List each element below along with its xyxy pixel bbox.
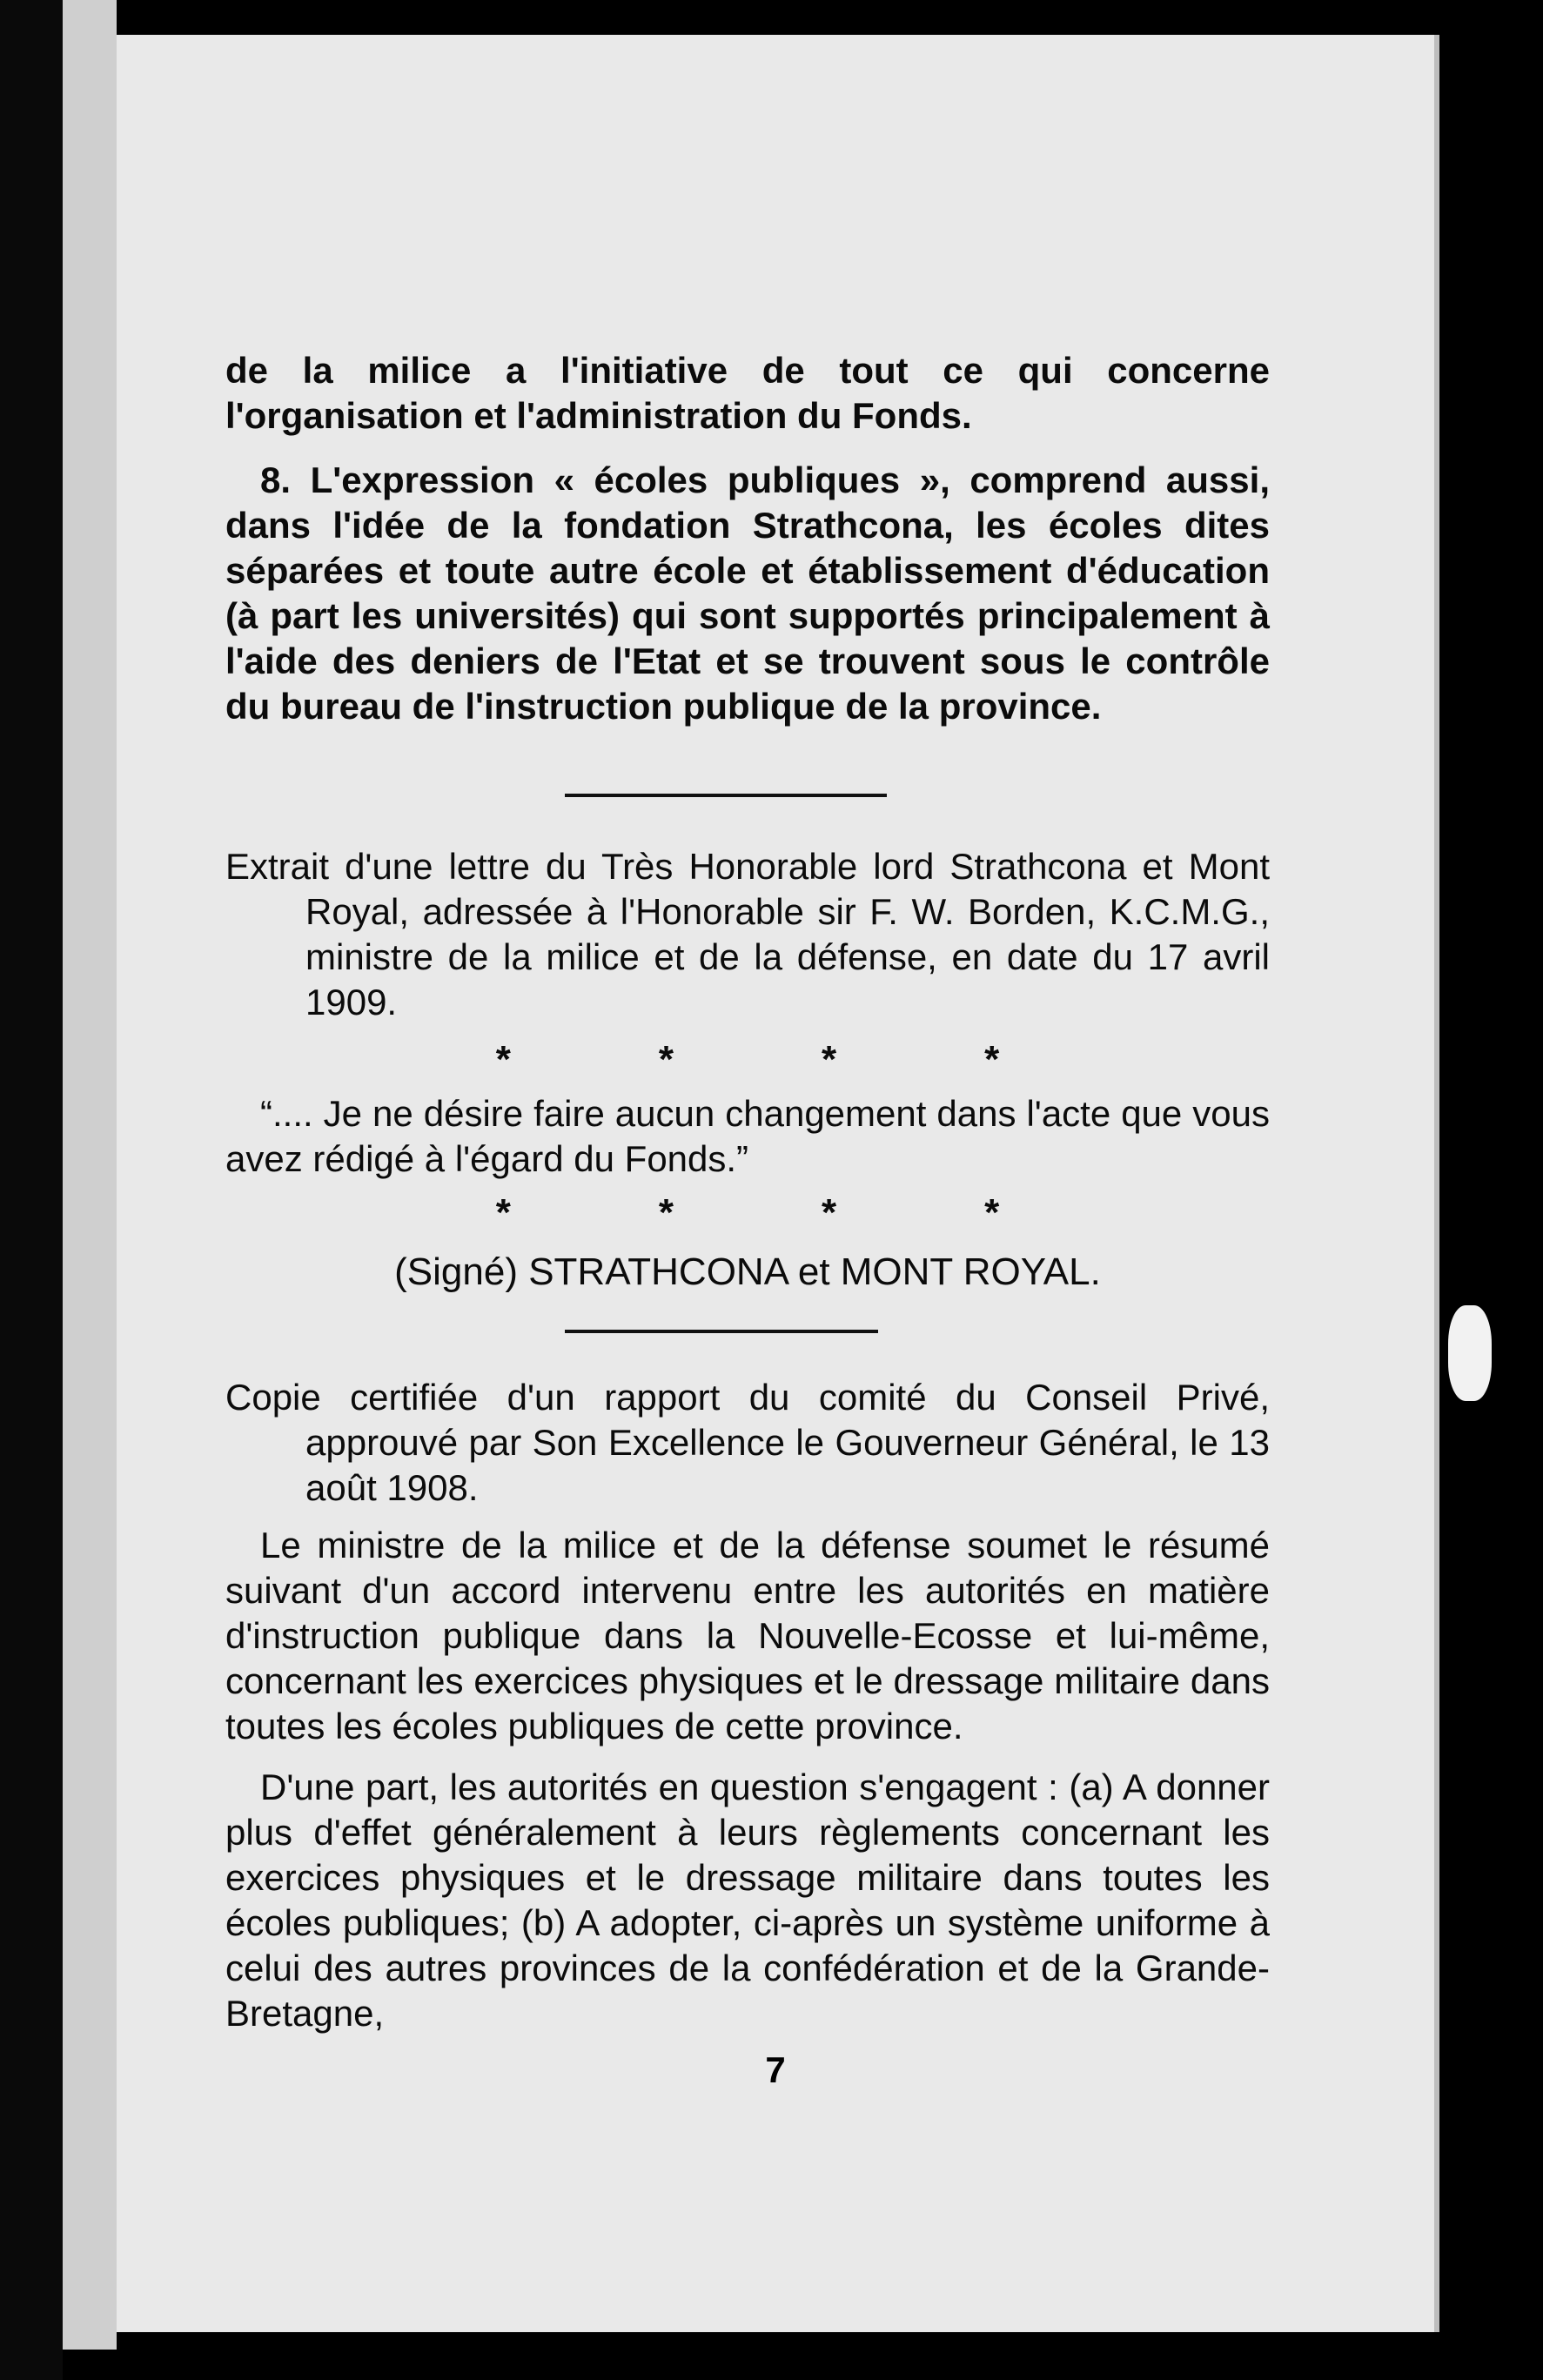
- paragraph-8: 8. L'expression « écoles publiques », comprend aussi, dans l'idée de la fondation Strathcona, les écoles dites séparées et toute autre école et établissement d'éducation (à part les universités) qui sont supportés principalement à l'aide des deniers de l'Etat et se trouvent sous le contrôle du bureau de l'instruction publique de la province.: [225, 459, 1270, 727]
- paragraph-continuation: de la milice a l'initiative de tout ce qui concerne l'organisation et l'administration du Fonds.: [225, 350, 1270, 436]
- extract-heading: Extrait d'une lettre du Très Honorable lord Strathcona et Mont Royal, adressée à l'Honorable sir F. W. Borden, K.C.M.G., ministre de la milice et de la défense, en date du 17 avril 1909.: [225, 846, 1270, 1022]
- star-1: *: [495, 1191, 511, 1234]
- paper-damage: [1448, 1305, 1492, 1401]
- copy-heading: Copie certifiée d'un rapport du comité du Conseil Privé, approuvé par Son Excellence le Gouverneur Général, le 13 août 1908.: [225, 1377, 1270, 1508]
- divider-rule-1: [565, 794, 887, 797]
- star-1: *: [495, 1038, 511, 1081]
- star-3: *: [822, 1191, 837, 1234]
- section-top: [225, 348, 1270, 729]
- section-report: [225, 1375, 1270, 2036]
- previous-page-edge: [63, 0, 117, 2350]
- star-2: *: [658, 1191, 674, 1234]
- star-4: *: [984, 1038, 1000, 1081]
- star-4: *: [984, 1191, 1000, 1234]
- quote: “.... Je ne désire faire aucun changement dans l'acte que vous avez rédigé à l'égard du Fonds.”: [225, 1093, 1270, 1179]
- star-2: *: [658, 1038, 674, 1081]
- divider-rule-2: [565, 1330, 878, 1333]
- paragraph-minister: Le ministre de la milice et de la défense soumet le résumé suivant d'un accord intervenu entre les autorités en matière d'instruction publique dans la Nouvelle-Ecosse et lui-même, concernant les exercices physiques et le dressage militaire dans toutes les écoles publiques de cette province.: [225, 1525, 1270, 1746]
- paragraph-part: D'une part, les autorités en question s'engagent : (a) A donner plus d'effet généralement à leurs règlements concernant les exercices physiques et le dressage militaire dans toutes les écoles publiques; (b) A adopter, ci-après un système uniforme à celui des autres provinces de la confédération et de la Grande-Bretagne,: [225, 1767, 1270, 2034]
- signature: (Signé) STRATHCONA et MONT ROYAL.: [394, 1250, 1101, 1293]
- page-number: 7: [765, 2049, 786, 2090]
- document-page: [117, 35, 1439, 2332]
- section-letter: [225, 844, 1270, 1295]
- scan-left-margin: [0, 0, 63, 2380]
- asterism-2: [225, 1190, 1270, 1236]
- star-3: *: [822, 1038, 837, 1081]
- asterism-1: [225, 1037, 1270, 1083]
